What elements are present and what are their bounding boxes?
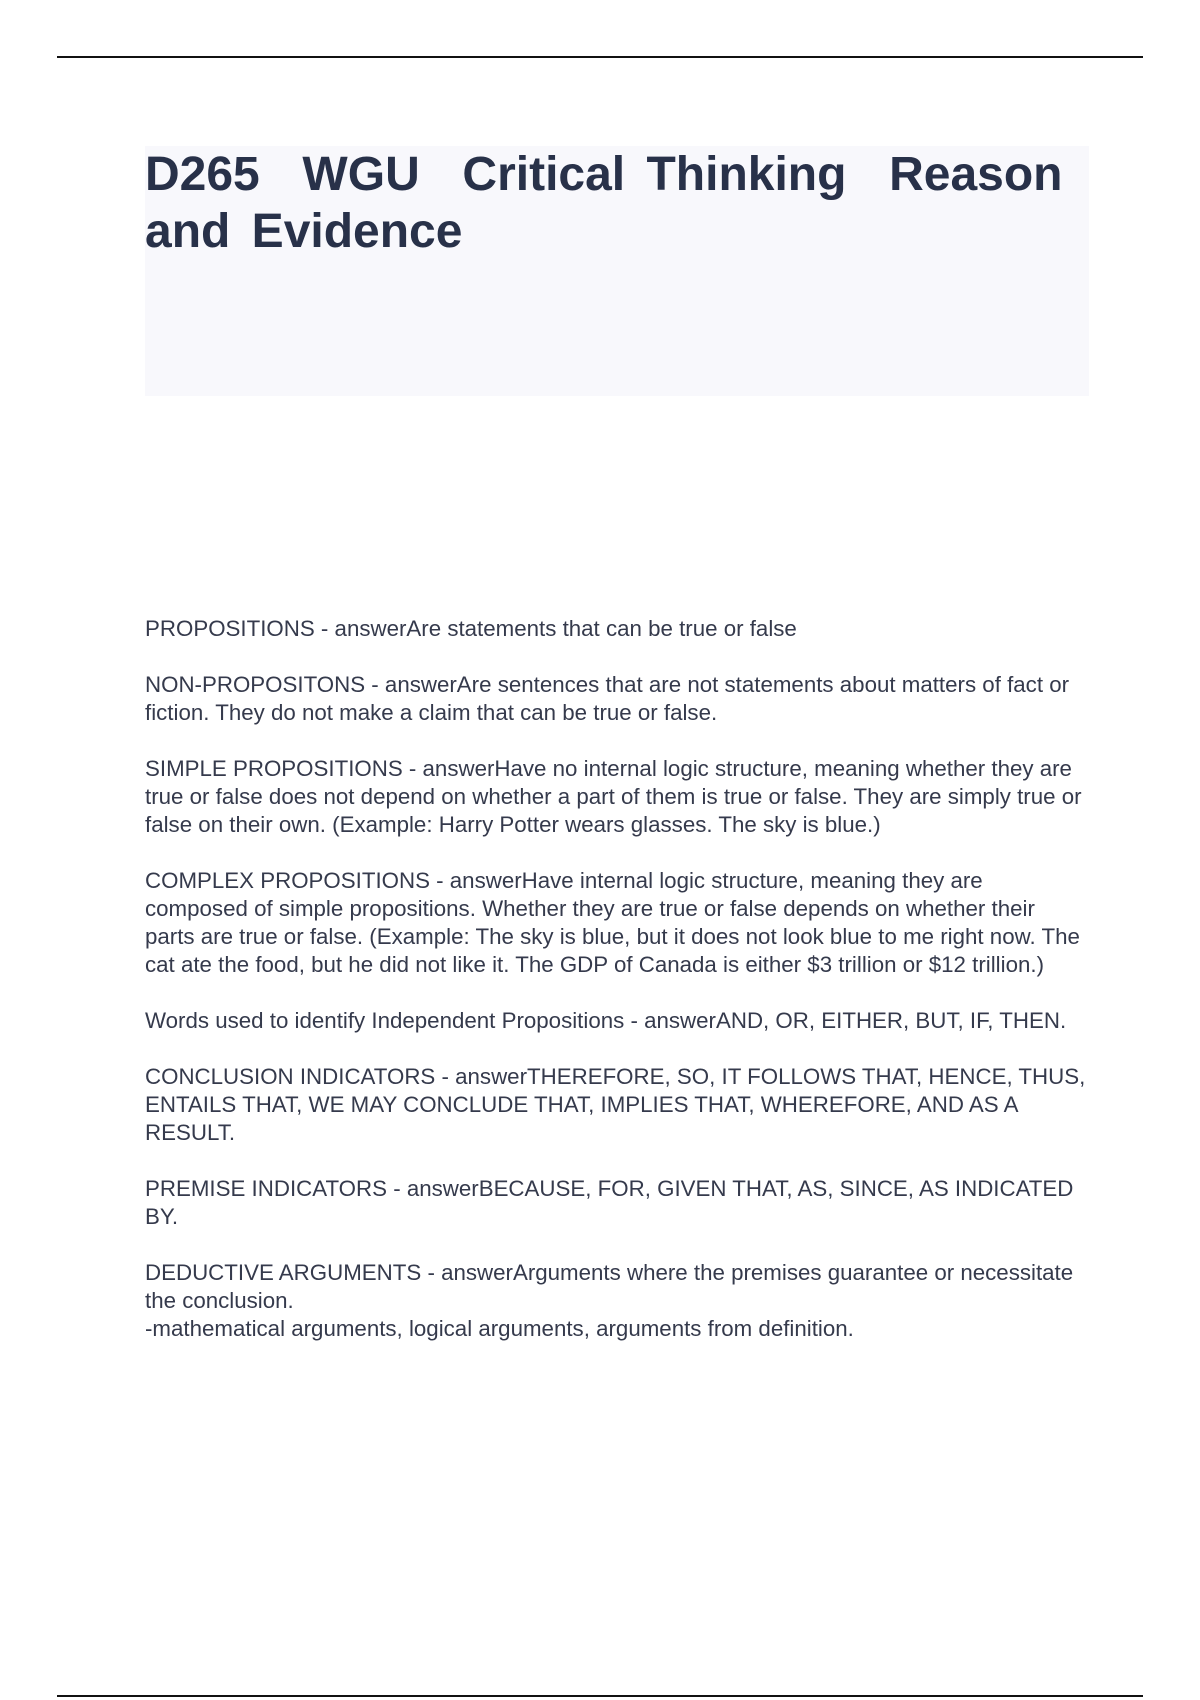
flashcard-entry-propositions xyxy=(145,615,1089,643)
flashcard-entry-conclusion-indicators xyxy=(145,1063,1089,1147)
flashcard-entry-complex-propositions xyxy=(145,867,1089,979)
flashcard-entry-deductive-arguments xyxy=(145,1259,1089,1343)
entry-text: PREMISE INDICATORS - answerBECAUSE, FOR, GIVEN THAT, AS, SINCE, AS INDICATED BY. xyxy=(145,1176,1074,1229)
entry-text: COMPLEX PROPOSITIONS - answerHave internal logic structure, meaning they are composed of simple propositions. Whether they are true or false depends on whether their parts are true or false. (Example: The sky is blue, but it does not look blue to me right now. The cat ate the food, but he did not like it. The GDP of Canada is either $3 trillion or $12 trillion.) xyxy=(145,868,1080,977)
flashcard-entry-independent-proposition-words xyxy=(145,1007,1089,1035)
entry-text: DEDUCTIVE ARGUMENTS - answerArguments where the premises guarantee or necessitate the conclusion. xyxy=(145,1260,1074,1313)
entry-text: NON-PROPOSITONS - answerAre sentences that are not statements about matters of fact or fiction. They do not make a claim that can be true or false. xyxy=(145,672,1070,725)
flashcard-entry-simple-propositions xyxy=(145,755,1089,839)
flashcard-list xyxy=(145,615,1089,1371)
entry-text: SIMPLE PROPOSITIONS - answerHave no internal logic structure, meaning whether they are true or false does not depend on whether a part of them is true or false. They are simply true or false on their own. (Example: Harry Potter wears glasses. The sky is blue.) xyxy=(145,756,1082,837)
document-title: D265 WGU Critical Thinking Reason and Evidence xyxy=(145,148,1084,258)
footer-rule xyxy=(57,1695,1143,1697)
entry-text: Words used to identify Independent Propositions - answerAND, OR, EITHER, BUT, IF, THEN. xyxy=(145,1008,1067,1033)
title-block xyxy=(145,146,1089,396)
entry-text: PROPOSITIONS - answerAre statements that can be true or false xyxy=(145,616,797,641)
entry-extra-text: -mathematical arguments, logical arguments, arguments from definition. xyxy=(145,1316,854,1341)
flashcard-entry-non-propositions xyxy=(145,671,1089,727)
entry-text: CONCLUSION INDICATORS - answerTHEREFORE, SO, IT FOLLOWS THAT, HENCE, THUS, ENTAILS THAT, WE MAY CONCLUDE THAT, IMPLIES THAT, WHEREFORE, AND AS A RESULT. xyxy=(145,1064,1086,1145)
header-rule xyxy=(57,56,1143,58)
flashcard-entry-premise-indicators xyxy=(145,1175,1089,1231)
